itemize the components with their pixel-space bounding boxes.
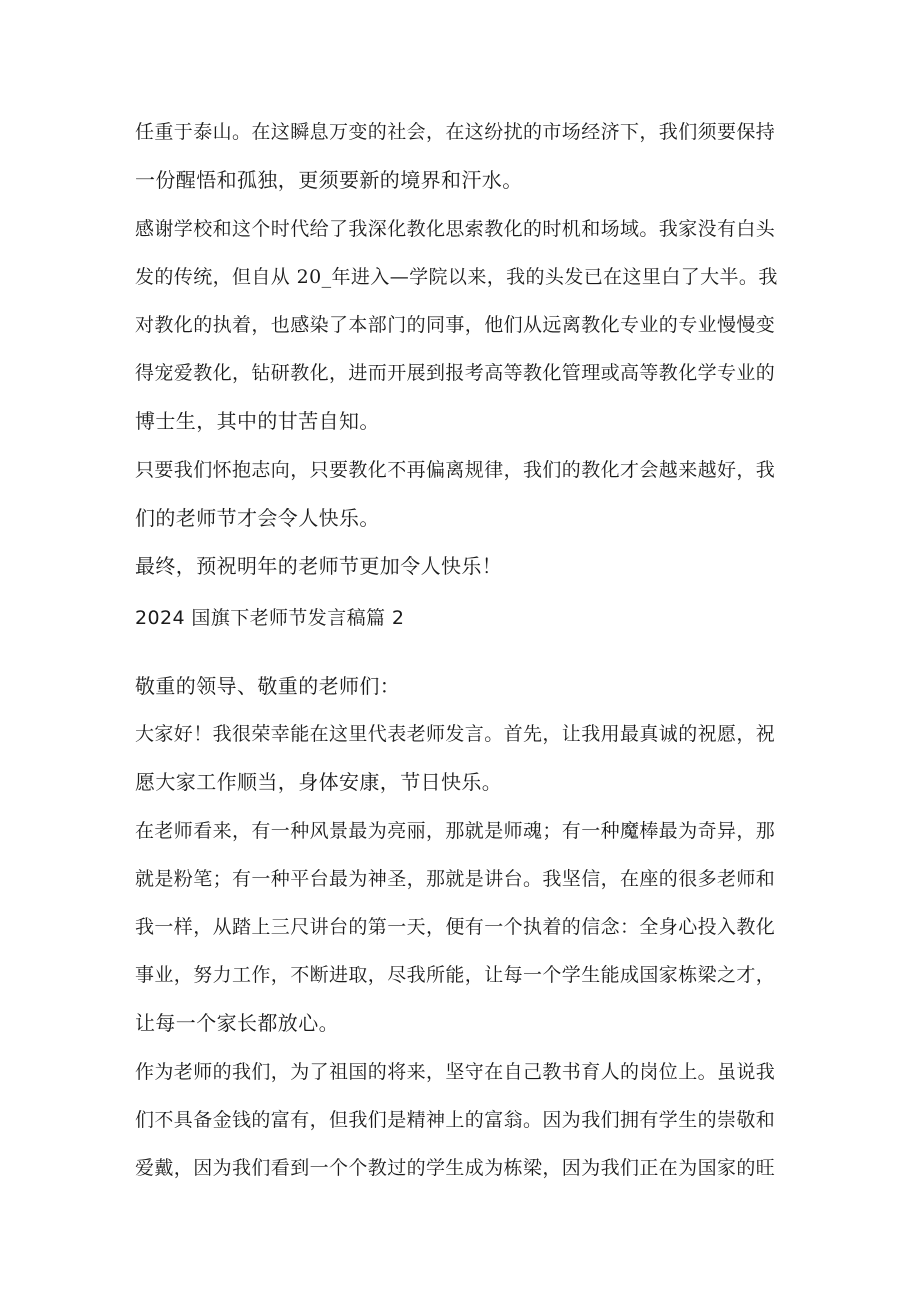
paragraph-line: 们的老师节才会令人快乐。	[135, 506, 380, 530]
paragraph-line: 对教化的执着，也感染了本部门的同事，他们从远离教化专业的专业慢慢变	[135, 314, 776, 336]
paragraph-line: 们不具备金钱的富有，但我们是精神上的富翁。因为我们拥有学生的崇敬和	[135, 1109, 776, 1131]
paragraph-line: 最终，预祝明年的老师节更加令人快乐！	[135, 554, 503, 578]
paragraph-line: 一份醒悟和孤独，更须要新的境界和汗水。	[135, 168, 523, 192]
paragraph-line: 博士生，其中的甘苦自知。	[135, 409, 380, 433]
paragraph-line: 愿大家工作顺当，身体安康，节日快乐。	[135, 770, 503, 794]
paragraph-line: 事业，努力工作，不断进取，尽我所能，让每一个学生能成国家栋梁之才，	[135, 964, 776, 986]
section-heading: 2024 国旗下老师节发言稿篇 2	[135, 607, 405, 629]
paragraph-line: 作为老师的我们，为了祖国的将来，坚守在自己教书育人的岗位上。虽说我	[135, 1061, 776, 1083]
paragraph-line: 只要我们怀抱志向，只要教化不再偏离规律，我们的教化才会越来越好，我	[135, 459, 776, 481]
paragraph-line: 我一样，从踏上三尺讲台的第一天，便有一个执着的信念：全身心投入教化	[135, 916, 776, 938]
paragraph-line: 大家好！我很荣幸能在这里代表老师发言。首先，让我用最真诚的祝愿，祝	[135, 723, 776, 745]
paragraph-line: 感谢学校和这个时代给了我深化教化思索教化的时机和场域。我家没有白头	[135, 218, 776, 240]
paragraph-line: 让每一个家长都放心。	[135, 1011, 339, 1035]
paragraph-line: 爱戴，因为我们看到一个个教过的学生成为栋梁，因为我们正在为国家的旺	[135, 1157, 776, 1179]
paragraph-line: 在老师看来，有一种风景最为亮丽，那就是师魂；有一种魔棒最为奇异，那	[135, 820, 776, 842]
paragraph-line: 就是粉笔；有一种平台最为神圣，那就是讲台。我坚信，在座的很多老师和	[135, 868, 776, 890]
paragraph-line: 发的传统，但自从 20_年进入—学院以来，我的头发已在这里白了大半。我	[135, 266, 778, 288]
paragraph-line: 得宠爱教化，钻研教化，进而开展到报考高等教化管理或高等教化学专业的	[135, 362, 776, 384]
salutation: 敬重的领导、敬重的老师们：	[135, 674, 401, 698]
paragraph-line: 任重于泰山。在这瞬息万变的社会，在这纷扰的市场经济下，我们须要保持	[135, 121, 776, 143]
